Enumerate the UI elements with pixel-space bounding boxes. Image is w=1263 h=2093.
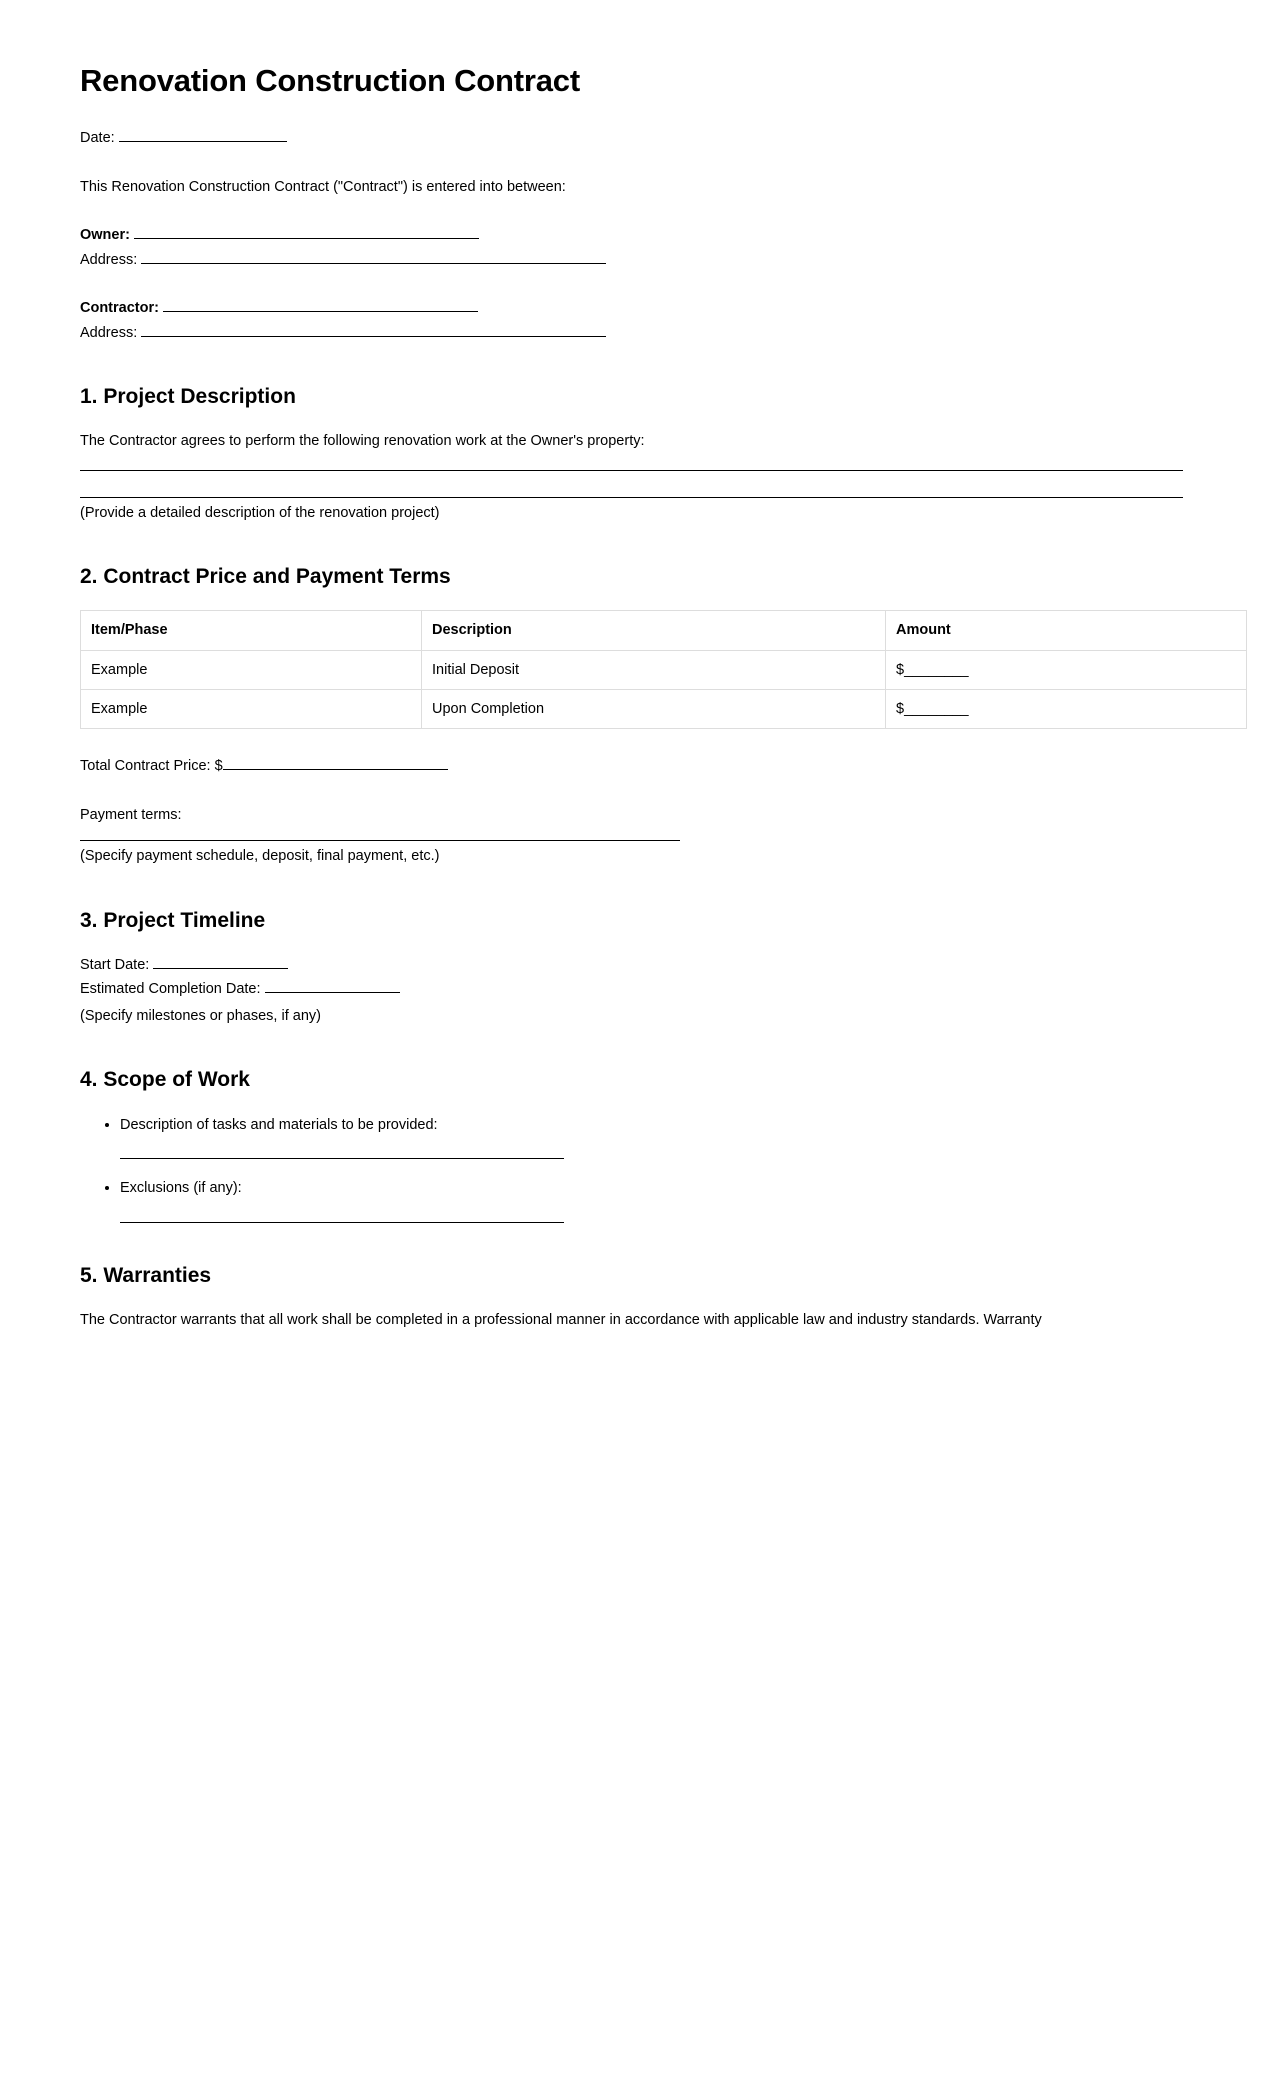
owner-label: Owner: <box>80 227 130 244</box>
warranties-paragraph: The Contractor warrants that all work shall be completed in a professional manner in accordance with applicable law and industry standards. Warranty <box>80 1311 1042 1328</box>
section-heading-contract-price: 2. Contract Price and Payment Terms <box>80 565 451 589</box>
column-header-item-phase: Item/Phase <box>81 611 422 650</box>
scope-item-label: Exclusions (if any): <box>120 1180 242 1197</box>
contractor-address-blank[interactable] <box>141 336 606 337</box>
total-contract-price-label: Total Contract Price: $ <box>80 758 223 775</box>
scope-item-blank-line[interactable] <box>120 1222 564 1223</box>
scope-item-blank-line[interactable] <box>120 1158 564 1159</box>
project-description-blank-line-1[interactable] <box>80 470 1183 471</box>
contractor-blank[interactable] <box>163 311 478 312</box>
spacer <box>80 285 1183 297</box>
completion-date-line <box>80 978 1183 1000</box>
owner-address-label: Address: <box>80 251 138 268</box>
column-header-amount: Amount <box>886 611 1247 650</box>
owner-address-blank[interactable] <box>141 263 606 264</box>
project-description-blank-line-2[interactable] <box>80 497 1183 498</box>
project-timeline-hint: (Specify milestones or phases, if any) <box>80 1007 321 1024</box>
start-date-blank[interactable] <box>153 968 288 969</box>
cell-description: Initial Deposit <box>422 650 886 689</box>
date-label: Date: <box>80 130 115 147</box>
list-item <box>120 1177 1183 1222</box>
list-item <box>120 1114 1183 1159</box>
scope-item-label: Description of tasks and materials to be provided: <box>120 1116 438 1133</box>
cell-amount[interactable]: $________ <box>886 690 1247 729</box>
cell-description: Upon Completion <box>422 690 886 729</box>
start-date-line <box>80 954 1183 976</box>
section-heading-project-timeline: 3. Project Timeline <box>80 908 266 932</box>
section-heading-warranties: 5. Warranties <box>80 1263 212 1287</box>
payment-terms-hint: (Specify payment schedule, deposit, final payment, etc.) <box>80 848 440 865</box>
start-date-label: Start Date: <box>80 956 150 973</box>
page-title: Renovation Construction Contract <box>80 63 580 98</box>
contractor-label: Contractor: <box>80 300 159 317</box>
section-heading-scope-of-work: 4. Scope of Work <box>80 1068 250 1092</box>
cell-item-phase: Example <box>81 650 422 689</box>
scope-of-work-list <box>80 1114 1183 1223</box>
date-blank[interactable] <box>119 141 287 142</box>
contractor-address-field-line <box>80 322 1183 344</box>
table-row <box>81 650 1247 689</box>
spacer <box>80 212 1183 224</box>
project-description-lead: The Contractor agrees to perform the following renovation work at the Owner's property: <box>80 433 645 450</box>
project-description-hint: (Provide a detailed description of the renovation project) <box>80 504 440 521</box>
table-row <box>81 690 1247 729</box>
total-contract-price-line <box>80 755 1183 777</box>
completion-date-label: Estimated Completion Date: <box>80 981 261 998</box>
cell-item-phase: Example <box>81 690 422 729</box>
payment-schedule-table <box>80 610 1247 729</box>
contractor-address-label: Address: <box>80 324 138 341</box>
completion-date-blank[interactable] <box>265 992 400 993</box>
spacer <box>80 164 1183 176</box>
cell-amount[interactable]: $________ <box>886 650 1247 689</box>
payment-terms-label: Payment terms: <box>80 806 182 823</box>
intro-paragraph: This Renovation Construction Contract ("Contract") is entered into between: <box>80 178 566 195</box>
spacer <box>80 792 1183 804</box>
owner-blank[interactable] <box>134 238 479 239</box>
payment-terms-blank-line[interactable] <box>80 840 680 841</box>
contractor-field-line <box>80 297 1183 319</box>
total-contract-price-blank[interactable] <box>223 769 448 770</box>
date-field-line <box>80 127 1183 149</box>
spacer <box>80 735 1183 755</box>
owner-field-line <box>80 224 1183 246</box>
owner-address-field-line <box>80 249 1183 271</box>
section-heading-project-description: 1. Project Description <box>80 385 296 408</box>
column-header-description: Description <box>422 611 886 650</box>
table-header-row <box>81 611 1247 650</box>
